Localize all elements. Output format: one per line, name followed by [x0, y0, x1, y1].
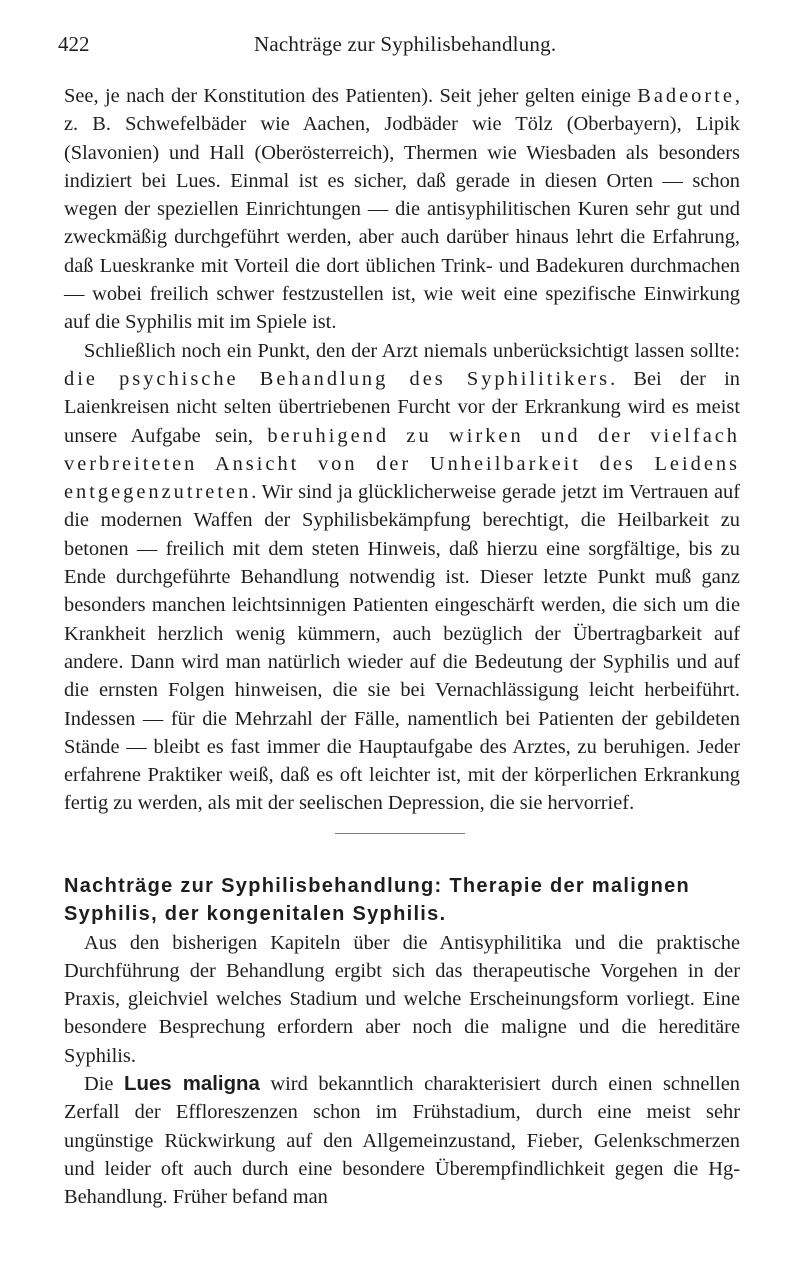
paragraph-text: , z. B. Schwefelbäder wie Aachen, Jodbäder wie Tölz (Oberbayern), Lipik (Slavonien) und Hall (Oberösterreich), Thermen wie Wiesbaden als besonders indiziert bei Lues. Einmal ist es sicher, daß gerade in diesen Orten — schon wegen der speziellen Einrichtungen — die antisyphilitischen Kuren sehr gut und zweckmäßig durchgeführt werden, aber auch darüber hinaus lehrt die Erfahrung, daß Lueskranke mit Vorteil die dort üblichen Trink- und Badekuren durchmachen — wobei freilich schwer festzustellen ist, wie weit eine spezifische Einwirkung auf die Syphilis mit im Spiele ist. — [64, 85, 740, 334]
emphasis-spaced: die psychische Behandlung des Syphilitikers — [64, 367, 611, 390]
page-header — [58, 28, 738, 60]
paragraph-text: . Bei der in Laienkreisen nicht selten übertriebenen Furcht vor der Erkrankung wird es meist unsere Aufgabe sein, — [64, 367, 741, 447]
emphasis-bold: Lues maligna — [124, 1073, 260, 1096]
page-number: 422 — [58, 32, 90, 56]
paragraph-text: . Wir sind ja glücklicherweise gerade jetzt im Vertrauen auf die modernen Waffen der Syphilisbekämpfung berechtigt, die Heilbarkeit zu betonen — freilich mit dem steten Hinweis, daß hierzu eine sorgfältige, bis zu Ende durchgeführte Behandlung notwendig ist. Dieser letzte Punkt muß ganz besonders manchen leichtsinnigen Patienten eingeschärft werden, die sich um die Krankheit herzlich wenig kümmern, auch bezüglich der Übertragbarkeit auf andere. Dann wird man natürlich wieder auf die Bedeutung der Syphilis und auf die ernsten Folgen hinweisen, die sie bei Vernachlässigung leicht herbeiführt. Indessen — für die Mehrzahl der Fälle, namentlich bei Patienten der gebildeten Stände — bleibt es fast immer die Hauptaufgabe des Arztes, zu beruhigen. Jeder erfahrene Praktiker weiß, daß es oft leichter ist, mit der körperlichen Erkrankung fertig zu werden, als mit der seelischen Depression, die sie hervorrief. — [64, 481, 740, 815]
paragraph-text: wird bekanntlich charakterisiert durch einen schnellen Zerfall der Effloreszenzen schon im Frühstadium, durch eine meist sehr ungünstige Rückwirkung auf den Allgemeinzustand, Fieber, Gelenkschmerzen und leider oft auch durch eine besondere Überempfindlichkeit gegen die Hg-Behandlung. Früher befand man — [64, 1073, 741, 1209]
section-paragraph-intro: Aus den bisherigen Kapiteln über die Antisyphilitika und die praktische Durchführung der Behandlung ergibt sich das therapeutische Vorgehen in der Praxis, gleichviel welches Stadium und welche Erscheinungsform vorliegt. Eine besondere Besprechung erfordern aber noch die maligne und die hereditäre Syphilis. — [64, 931, 740, 1067]
emphasis-spaced: Badeorte — [637, 85, 735, 107]
section-divider — [335, 833, 465, 834]
running-head: Nachträge zur Syphilisbehandlung. — [254, 32, 557, 56]
paragraph-text: Die — [84, 1073, 125, 1096]
section-paragraph-lues-maligna — [64, 1070, 740, 1211]
emphasis-spaced: beruhigend zu wirken und der vielfach verbreiteten Ansicht von der Unheilbarkeit des Leidens entgegenzutreten — [64, 424, 741, 504]
paragraph-baths — [64, 82, 740, 337]
paragraph-psychic-treatment — [64, 337, 740, 818]
paragraph-text: Schließlich noch ein Punkt, den der Arzt niemals unberücksichtigt lassen sollte: — [84, 339, 740, 362]
paragraph-text: See, je nach der Konstitution des Patienten). Seit jeher gelten einige — [64, 85, 638, 107]
body-text — [64, 82, 740, 818]
section-heading: Nachträge zur Syphilisbehandlung: Therapie der malignen Syphilis, der kongenitalen Syphilis. — [64, 875, 691, 926]
section-malignant-congenital — [64, 872, 740, 1212]
